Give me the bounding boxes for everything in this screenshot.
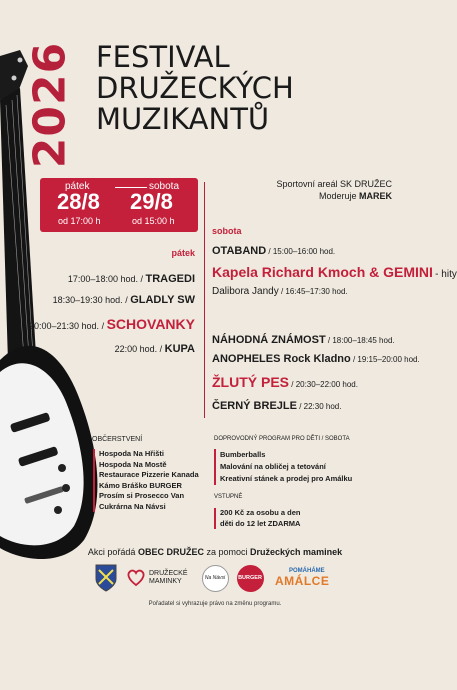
friday-time: od 17:00 h bbox=[58, 216, 101, 226]
friday-heading: pátek bbox=[171, 248, 195, 258]
entry-info bbox=[214, 508, 300, 529]
friday-item: 22:00 hod. / KUPA bbox=[114, 343, 195, 355]
kids-list bbox=[214, 449, 352, 485]
kids-item: Malování na obličej a tetování bbox=[220, 462, 326, 471]
saturday-date: 29/8 bbox=[130, 189, 173, 214]
food-item: Kámo Bráško BURGER bbox=[99, 480, 182, 490]
kids-heading: DOPROVODNÝ PROGRAM PRO DĚTI / SOBOTA bbox=[214, 436, 350, 442]
program-divider bbox=[204, 182, 205, 418]
footnote: Pořadatel si vyhrazuje právo na změnu programu. bbox=[148, 601, 282, 607]
saturday-label: sobota bbox=[149, 181, 180, 192]
druzec-coat-of-arms-logo bbox=[93, 563, 119, 593]
friday-label: pátek bbox=[65, 181, 90, 192]
entry-line: děti do 12 let ZDARMA bbox=[220, 518, 301, 528]
food-item: Restaurace Pizzerie Kanada bbox=[99, 470, 199, 479]
entry-line: 200 Kč za osobu a den bbox=[220, 508, 301, 517]
kids-item: Bumberballs bbox=[220, 450, 266, 459]
friday-date: 28/8 bbox=[57, 189, 100, 214]
food-heading: OBČERSTVENÍ bbox=[92, 436, 143, 443]
food-item: Cukrárna Na Návsi bbox=[99, 501, 166, 511]
friday-item: 18:30–19:30 hod. / GLADLY SW bbox=[52, 294, 195, 306]
saturday-item: ANOPHELES Rock Kladno / 19:15–20:00 hod. bbox=[212, 353, 420, 365]
date-divider bbox=[115, 187, 147, 188]
friday-item: 17:00–18:00 hod. / TRAGEDI bbox=[67, 273, 195, 285]
burger-logo: BURGER bbox=[236, 563, 264, 593]
venue-place: Sportovní areál SK DRUŽEC bbox=[276, 179, 392, 189]
druzecke-maminky-logo: DRUŽECKÉ MAMINKY bbox=[126, 563, 198, 593]
saturday-heading: sobota bbox=[212, 226, 242, 236]
saturday-item-featured: Kapela Richard Kmoch & GEMINI - hity Dalibora Jandy / 16:45–17:30 hod. bbox=[212, 264, 457, 297]
dates-box bbox=[40, 178, 198, 232]
title-line-3: MUZIKANTŮ bbox=[96, 102, 270, 136]
saturday-item: ŽLUTÝ PES / 20:30–22:00 hod. bbox=[212, 374, 358, 390]
festival-title bbox=[96, 42, 396, 135]
venue-info bbox=[205, 178, 392, 202]
food-item: Hospoda Na Mostě bbox=[99, 459, 167, 469]
food-list bbox=[93, 449, 199, 512]
festival-year: 2026 bbox=[24, 41, 76, 169]
pomahame-amalce-logo: POMÁHÁME AMÁLCE bbox=[275, 568, 330, 588]
title-line-2: DRUŽECKÝCH bbox=[96, 71, 294, 105]
entry-heading: VSTUPNÉ bbox=[214, 494, 243, 500]
organizer-line: Akci pořádá OBEC DRUŽEC za pomoci Družeckých maminek bbox=[87, 547, 343, 557]
kids-item: Kreativní stánek a prodej pro Amálku bbox=[220, 474, 353, 483]
saturday-item: NÁHODNÁ ZNÁMOST / 18:00–18:45 hod. bbox=[212, 334, 395, 346]
saturday-item: OTABAND / 15:00–16:00 hod. bbox=[212, 245, 336, 257]
venue-host: Moderuje MAREK bbox=[318, 191, 392, 201]
title-line-1: FESTIVAL bbox=[96, 40, 230, 74]
food-item: Hospoda Na Hřišti bbox=[99, 449, 165, 458]
saturday-item: ČERNÝ BREJLE / 22:30 hod. bbox=[212, 400, 342, 412]
food-item: Prosím si Prosecco Van bbox=[99, 491, 185, 500]
friday-item: 20:00–21:30 hod. / SCHOVANKY bbox=[28, 316, 195, 332]
na-navsi-logo: Na Návsi bbox=[201, 563, 229, 593]
saturday-time: od 15:00 h bbox=[132, 216, 175, 226]
